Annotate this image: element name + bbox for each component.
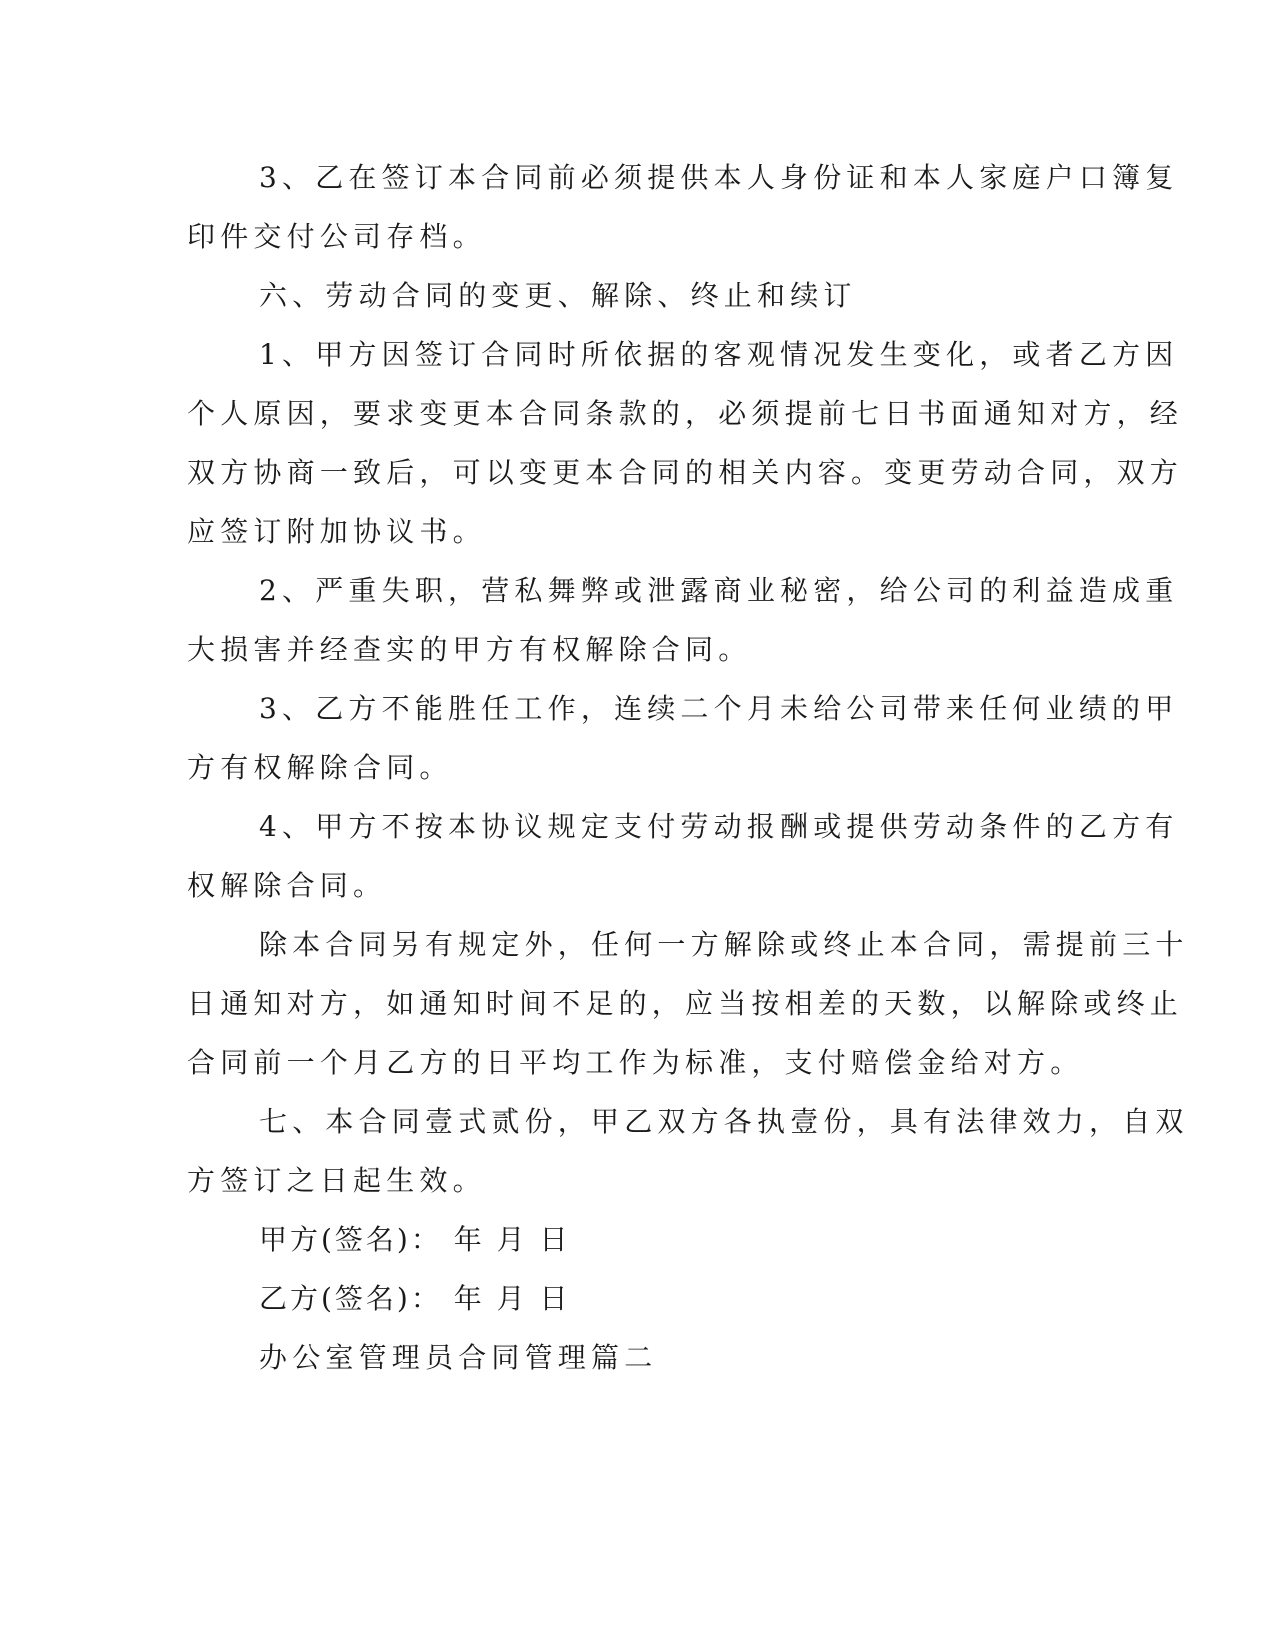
paragraph-line: 七、本合同壹式贰份，甲乙双方各执壹份，具有法律效力，自双 — [259, 1105, 1189, 1138]
paragraph-line: 大损害并经查实的甲方有权解除合同。 — [187, 633, 752, 666]
paragraph-line: 1、甲方因签订合同时所依据的客观情况发生变化，或者乙方因 — [259, 338, 1179, 371]
paragraph-line: 3、乙在签订本合同前必须提供本人身份证和本人家庭户口簿复 — [259, 161, 1179, 194]
section-title: 办公室管理员合同管理篇二 — [259, 1341, 658, 1374]
paragraph-line: 2、严重失职，营私舞弊或泄露商业秘密，给公司的利益造成重 — [259, 574, 1179, 607]
signature-line-party-b: 乙方(签名)： 年 月 日 — [259, 1282, 571, 1315]
paragraph-line: 除本合同另有规定外，任何一方解除或终止本合同，需提前三十 — [259, 928, 1189, 961]
paragraph-line: 应签订附加协议书。 — [187, 515, 486, 548]
paragraph-line: 个人原因，要求变更本合同条款的，必须提前七日书面通知对方，经 — [187, 397, 1184, 430]
paragraph-line: 双方协商一致后，可以变更本合同的相关内容。变更劳动合同，双方 — [187, 456, 1184, 489]
paragraph-line: 权解除合同。 — [187, 869, 387, 902]
paragraph-line: 合同前一个月乙方的日平均工作为标准，支付赔偿金给对方。 — [187, 1046, 1084, 1079]
paragraph-line: 日通知对方，如通知时间不足的，应当按相差的天数，以解除或终止 — [187, 987, 1184, 1020]
paragraph-line: 印件交付公司存档。 — [187, 220, 486, 253]
signature-line-party-a: 甲方(签名)： 年 月 日 — [259, 1223, 571, 1256]
paragraph-line: 4、甲方不按本协议规定支付劳动报酬或提供劳动条件的乙方有 — [259, 810, 1179, 843]
section-heading: 六、劳动合同的变更、解除、终止和续订 — [259, 279, 857, 312]
paragraph-line: 方有权解除合同。 — [187, 751, 453, 784]
paragraph-line: 方签订之日起生效。 — [187, 1164, 486, 1197]
paragraph-line: 3、乙方不能胜任工作，连续二个月未给公司带来任何业绩的甲 — [259, 692, 1179, 725]
